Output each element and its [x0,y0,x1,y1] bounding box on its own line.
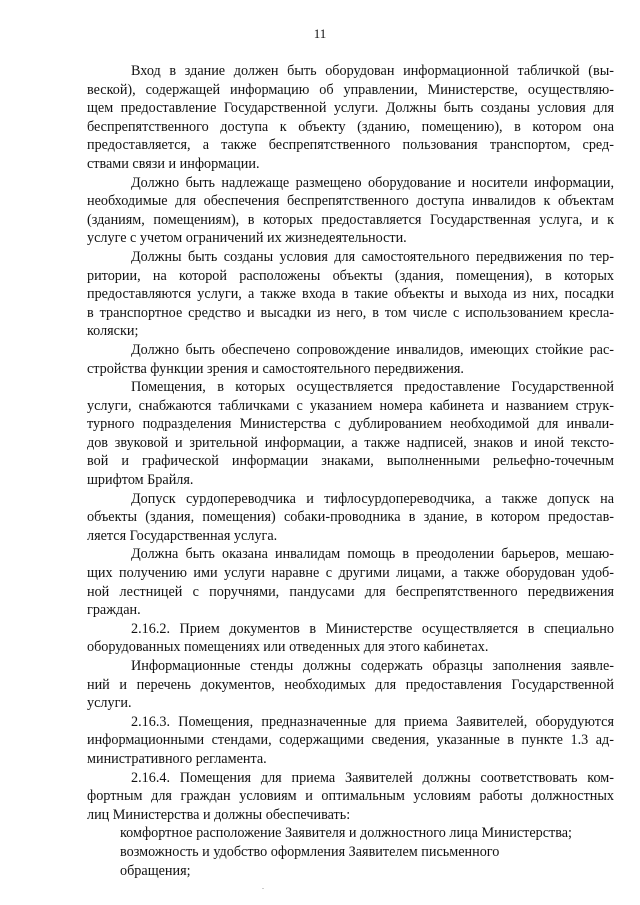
scan-speck [262,888,264,889]
text-line: обращения; [120,862,191,879]
text-line: ний и перечень документов, необходимых для предоставления Государственной [87,676,614,693]
text-line: возможность и удобство оформления Заявителем письменного [120,843,500,860]
text-line: Допуск сурдопереводчика и тифлосурдопереводчика, а также допуск на [131,490,614,507]
text-line: фортным для граждан условиям и оптимальным условиям работы должностных [87,788,614,805]
text-line: 2.16.2. Прием документов в Министерстве осуществляется в специально [131,620,614,637]
text-line: веской), содержащей информацию об управлении, Министерстве, осуществляю- [87,81,614,98]
text-line: в транспортное средство и высадки из него, в том числе с использованием кресла- [87,304,614,321]
text-line: (зданиям, помещениям), в которых предоставляется Государственная услуга, и к [87,211,614,228]
text-line: Должны быть созданы условия для самостоятельного передвижения по тер- [131,248,614,265]
text-line: граждан. [87,602,141,619]
text-line: Должна быть оказана инвалидам помощь в преодолении барьеров, мешаю- [131,546,614,563]
text-line: Вход в здание должен быть оборудован информационной табличкой (вы- [131,63,614,79]
text-line: ной лестницей с поручнями, пандусами для беспрепятственного передвижения [87,583,614,600]
text-line: информационными стендами, содержащими сведения, указанные в пункте 1.3 ад- [87,732,614,749]
text-line: 2.16.4. Помещения для приема Заявителей должны соответствовать ком- [131,769,614,786]
text-line: объекты (здания, помещения) собаки-проводника в здание, в котором предостав- [87,509,614,526]
text-line: лиц Министерства и должны обеспечивать: [87,806,351,823]
text-line: Информационные стенды должны содержать образцы заполнения заявле- [131,658,614,674]
text-line: 2.16.3. Помещения, предназначенные для приема Заявителей, оборудуются [131,713,614,730]
text-line: услуги. [87,695,132,712]
text-line: шрифтом Брайля. [87,472,194,489]
text-line: комфортное расположение Заявителя и должностного лица Министерства; [120,825,573,842]
text-line: стройства функции зрения и самостоятельного передвижения. [87,360,464,377]
text-line: необходимые для обеспечения беспрепятственного доступа инвалидов к объектам [87,193,614,210]
text-line: коляски; [87,323,139,340]
page-number: 11 [313,26,327,41]
text-line: министративного регламента. [87,750,267,767]
text-line: беспрепятственного доступа к объекту (зданию, помещению), в котором она [87,118,614,135]
text-line: щем предоставление Государственной услуги. Должны быть созданы условия для [87,100,614,117]
text-line: Должно быть обеспечено сопровождение инвалидов, имеющих стойкие рас- [131,341,614,358]
text-line: Помещения, в которых осуществляется предоставление Государственной [131,379,614,396]
text-line: дов звуковой и зрительной информации, а также надписей, знаков и иной тексто- [87,434,614,451]
text-line: услуги, снабжаются табличками с указанием номера кабинета и названием струк- [87,397,614,414]
text-line: ляется Государственная услуга. [87,527,278,544]
text-line: оборудованных помещениях или отведенных для этого кабинетах. [87,639,489,656]
text-line: услуге с учетом ограничений их жизнедеятельности. [87,230,407,247]
text-line: ствами связи и информации. [87,155,260,172]
body-text [87,62,614,880]
text-line: предоставляются услуги, а также входа в такие объекты и выхода из них, посадки [87,286,614,303]
text-line: щих получению ими услуги наравне с другими лицами, а также оборудован удоб- [87,565,614,582]
text-line: предоставляется, а также беспрепятственного пользования транспортом, сред- [87,137,614,154]
text-line: вой и графической информации знаками, выполненными рельефно-точечным [87,453,614,470]
text-line: турного подразделения Министерства с дублированием необходимой для инвали- [87,416,614,433]
text-line: Должно быть надлежаще размещено оборудование и носители информации, [131,174,614,191]
text-line: ритории, на которой расположены объекты (здания, помещения), в которых [87,267,614,284]
